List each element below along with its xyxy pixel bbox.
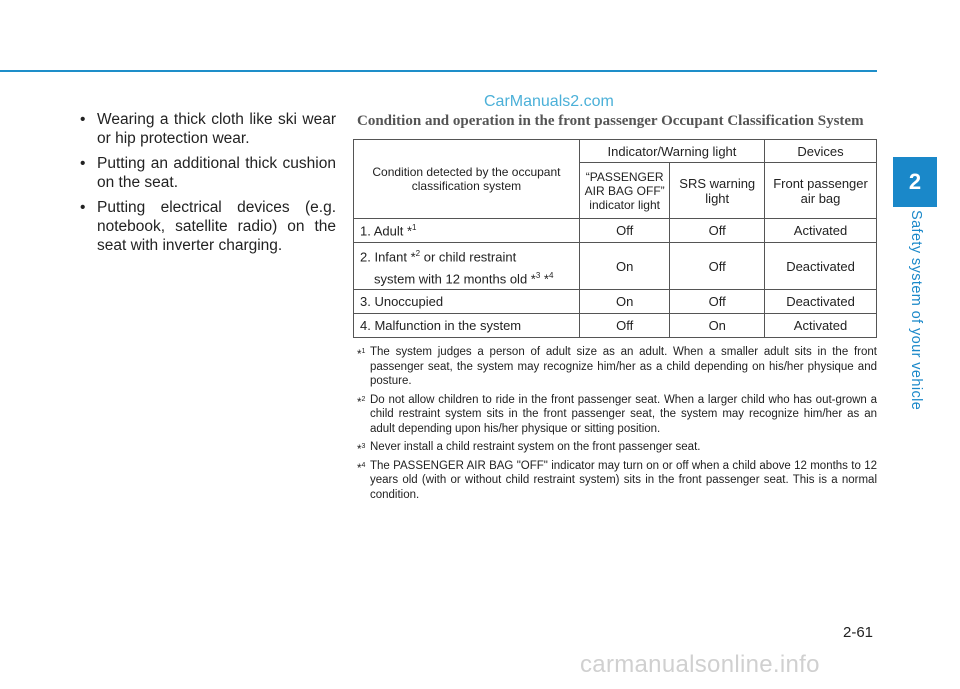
footnote-ref: 3 xyxy=(535,271,541,280)
bullet-text: Putting an additional thick cushion on the seat. xyxy=(97,155,336,191)
table-row xyxy=(354,290,877,314)
footnote-marker: *$^2$ xyxy=(357,395,366,409)
footnote-text: The system judges a person of adult size as an adult. When a smaller adult sits in the front passenger seat, the system may recognize him/her as a child depending on his/her physique and posture. xyxy=(370,346,877,387)
airbag-cell: Activated xyxy=(765,314,877,338)
chapter-title: Safety system of your vehicle xyxy=(908,210,924,411)
indicator-cell: On xyxy=(579,243,670,290)
bullet-text: Wearing a thick cloth like ski wear or hip protection wear. xyxy=(97,111,336,147)
table-row xyxy=(354,314,877,338)
footnote-marker: *$^3$ xyxy=(357,443,366,456)
footnote-marker: *$^4$ xyxy=(357,461,366,475)
srs-cell: On xyxy=(670,314,765,338)
list-item xyxy=(80,154,336,192)
condition-cell: 3. Unoccupied xyxy=(354,290,580,314)
footnote xyxy=(357,345,877,389)
footnotes xyxy=(357,345,877,506)
indicator-cell: On xyxy=(579,290,670,314)
footnote xyxy=(357,440,877,455)
footnote-ref: 1 xyxy=(412,222,417,232)
indicator-cell: Off xyxy=(579,314,670,338)
condition-text: 2. Infant * xyxy=(360,249,416,264)
table-row xyxy=(354,219,877,243)
bullet-icon: • xyxy=(80,111,86,128)
srs-warning-header: SRS warning light xyxy=(670,163,765,219)
front-passenger-airbag-header: Front passenger air bag xyxy=(765,163,877,219)
srs-cell: Off xyxy=(670,290,765,314)
airbag-cell: Deactivated xyxy=(765,243,877,290)
ocs-table xyxy=(353,139,877,338)
bullet-text: Putting electrical devices (e.g. notebook, satellite radio) on the seat with inverter charging. xyxy=(97,199,336,254)
header-rule xyxy=(0,70,877,72)
airbag-cell: Activated xyxy=(765,219,877,243)
footnote-ref: 2 xyxy=(415,248,421,258)
bullet-icon: • xyxy=(80,199,86,216)
bullet-icon: • xyxy=(80,155,86,172)
watermark-top: CarManuals2.com xyxy=(484,93,614,110)
condition-text: system with 12 months old * xyxy=(374,271,536,287)
airbag-cell: Deactivated xyxy=(765,290,877,314)
footnote-ref: 4 xyxy=(548,271,554,280)
footnote xyxy=(357,459,877,503)
footnote xyxy=(357,393,877,437)
footnote-separator: * xyxy=(540,271,549,287)
condition-cell xyxy=(354,243,580,290)
condition-cell: 4. Malfunction in the system xyxy=(354,314,580,338)
watermark-bottom: carmanualsonline.info xyxy=(580,651,820,678)
srs-cell: Off xyxy=(670,243,765,290)
indicator-cell: Off xyxy=(579,219,670,243)
list-item xyxy=(80,198,336,255)
condition-text: 1. Adult * xyxy=(360,223,413,239)
table-row xyxy=(354,243,877,290)
footnote-marker: *$^1$ xyxy=(357,348,366,361)
footnote-text: Do not allow children to ride in the front passenger seat. When a larger child who has out-grown a child restraint system sits in the front passenger seat, the system may recognize him/her as an adult depending upon his/her physique or sitting position. xyxy=(370,393,877,435)
footnote-text: The PASSENGER AIR BAG "OFF" indicator may turn on or off when a child above 12 months to 12 years old (with or without child restraint system) sits in the front passenger seat. This is a normal condition. xyxy=(370,459,877,501)
footnote-text: Never install a child restraint system on the front passenger seat. xyxy=(370,441,701,453)
page-number: 2-61 xyxy=(843,624,874,641)
list-item xyxy=(80,110,336,148)
srs-cell: Off xyxy=(670,219,765,243)
bullet-list xyxy=(80,110,336,261)
condition-text: or child restraint xyxy=(420,249,517,264)
section-title: Condition and operation in the front passenger Occupant Classification System xyxy=(357,113,864,129)
passenger-airbag-indicator-header: “PASSENGER AIR BAG OFF” indicator light xyxy=(579,163,670,219)
indicator-group-header: Indicator/Warning light xyxy=(579,140,764,163)
condition-cell xyxy=(354,219,580,243)
devices-header: Devices xyxy=(765,140,877,163)
condition-header: Condition detected by the occupant classification system xyxy=(354,140,580,219)
chapter-tab: 2 xyxy=(893,157,937,207)
